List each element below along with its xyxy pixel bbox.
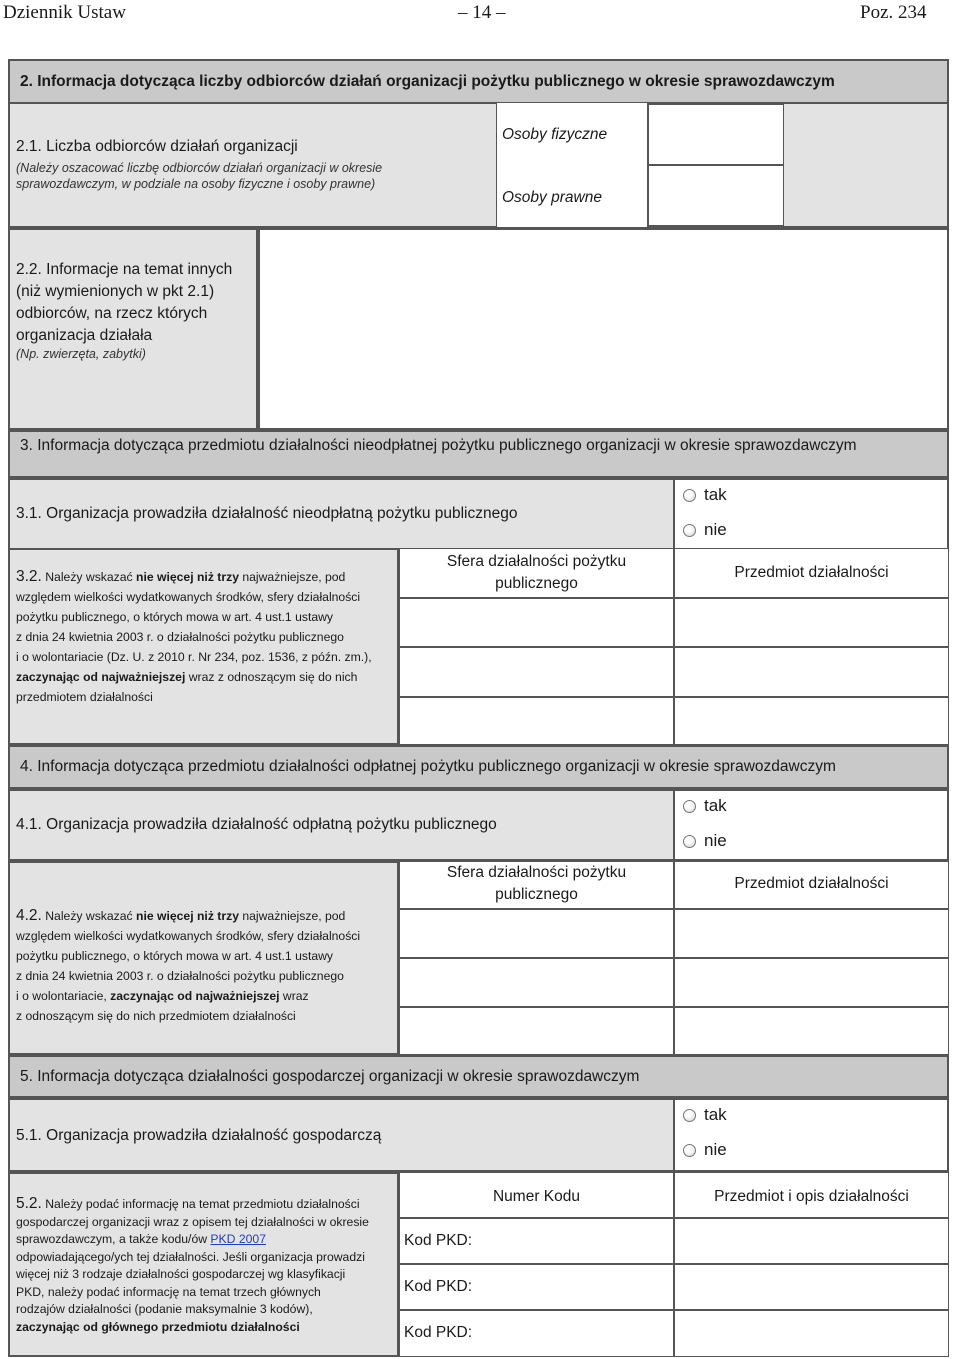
s42-przedmiot-2[interactable]: [674, 958, 949, 1007]
s31-no-radio[interactable]: [683, 524, 696, 537]
s52-col1-label: Numer Kodu: [492, 1188, 580, 1205]
s42-t1: Należy wskazać: [45, 909, 133, 923]
s31-yes-option[interactable]: [683, 485, 727, 505]
s52-l2: gospodarczej organizacji wraz z opisem tej działalności w okresie: [16, 1214, 369, 1229]
persons-label-cell: [496, 102, 648, 228]
s52-l7: rodzajów działalności (podanie maksymalnie 3 kodów),: [16, 1302, 313, 1316]
s32-l4: z dnia 24 kwietnia 2003 r. o działalności pożytku publicznego: [16, 630, 344, 644]
s42-przedmiot-3[interactable]: [674, 1007, 949, 1055]
section-3-title: 3. Informacja dotycząca przedmiotu działalności nieodpłatnej pożytku publicznego organizacji w okresie sprawozdawczym: [20, 437, 857, 454]
section-3-header: [8, 430, 949, 478]
s32-col1-label: Sfera działalności pożytku publicznego: [446, 553, 627, 592]
position-number: Poz. 234: [860, 2, 927, 23]
s42-przedmiot-1[interactable]: [674, 909, 949, 958]
persons-legal-input[interactable]: [648, 165, 784, 226]
section-3-2-text: [16, 567, 396, 707]
s41-yes-option[interactable]: [683, 796, 727, 816]
persons-legal-label: Osoby prawne: [502, 189, 602, 206]
section-2-2-title: 2.2. Informacje na temat innych (niż wymienionych w pkt 2.1) odbiorców, na rzecz których organizacja działała: [16, 261, 233, 344]
opis-1-cell[interactable]: [674, 1218, 949, 1264]
s52-l6: PKD, należy podać informację na temat trzech głównych: [16, 1284, 321, 1299]
s32-l5: i o wolontariacie (Dz. U. z 2010 r. Nr 234, poz. 1536, z późn. zm.),: [16, 650, 372, 664]
s32-col2-label: Przedmiot działalności: [734, 564, 889, 581]
s31-no-option[interactable]: [683, 520, 727, 540]
opis-3-cell[interactable]: [674, 1310, 949, 1357]
s52-l8: zaczynając od głównego przedmiotu działalności: [16, 1319, 300, 1334]
s42-sfera-1[interactable]: [399, 909, 674, 958]
s42-l5c: wraz: [282, 989, 309, 1003]
kod-pkd-3-label: Kod PKD:: [404, 1324, 473, 1341]
s32-l6b: wraz z odnoszącym się do nich: [188, 670, 358, 684]
section-3-1-title: 3.1. Organizacja prowadziła działalność nieodpłatną pożytku publicznego: [16, 505, 518, 522]
section-5-title: 5. Informacja dotycząca działalności gospodarczej organizacji w okresie sprawozdawczym: [20, 1067, 640, 1085]
s42-l4: z dnia 24 kwietnia 2003 r. o działalności pożytku publicznego: [16, 969, 344, 983]
s32-sfera-1[interactable]: [399, 598, 674, 647]
s32-number: 3.2.: [16, 568, 42, 585]
section-5-1-title: 5.1. Organizacja prowadziła działalność gospodarczą: [16, 1127, 382, 1144]
opis-2-cell[interactable]: [674, 1264, 949, 1310]
page-number: – 14 –: [458, 2, 506, 23]
s41-no-label: nie: [704, 831, 727, 850]
s51-yes-radio[interactable]: [683, 1109, 696, 1122]
s42-t3: najważniejsze, pod: [242, 909, 346, 923]
s32-t1: Należy wskazać: [45, 570, 133, 584]
s52-l3a: sprawozdawczym, a także kodu/ów: [16, 1232, 208, 1246]
s42-col1-label: Sfera działalności pożytku publicznego: [446, 864, 627, 903]
section-4-2-text: [16, 906, 396, 1026]
s32-t3: najważniejsze, pod: [242, 570, 346, 584]
s42-l5a: i o wolontariacie,: [16, 989, 107, 1003]
other-recipients-input[interactable]: [258, 228, 949, 430]
section-2-1-title: 2.1. Liczba odbiorców działań organizacji: [16, 138, 298, 155]
s51-yes-option[interactable]: [683, 1105, 727, 1125]
s32-sfera-3[interactable]: [399, 697, 674, 745]
s51-no-label: nie: [704, 1140, 727, 1159]
pkd-2007-link[interactable]: PKD 2007: [210, 1232, 266, 1246]
s42-l2: względem wielkości wydatkowanych środków, sfery działalności: [16, 929, 361, 943]
s32-l2: względem wielkości wydatkowanych środków, sfery działalności: [16, 590, 361, 604]
section-2-title: 2. Informacja dotycząca liczby odbiorców działań organizacji pożytku publicznego w okresie sprawozdawczym: [20, 72, 835, 90]
s42-l5b: zaczynając od najważniejszej: [110, 989, 280, 1003]
s41-no-option[interactable]: [683, 831, 727, 851]
s42-l3: pożytku publicznego, o których mowa w art. 4 ust.1 ustawy: [16, 949, 334, 963]
section-4-header: [8, 745, 949, 789]
s31-no-label: nie: [704, 520, 727, 539]
s31-yes-label: tak: [704, 485, 727, 504]
s42-number: 4.2.: [16, 907, 42, 924]
s32-przedmiot-2[interactable]: [674, 647, 949, 697]
persons-natural-input[interactable]: [648, 104, 784, 165]
s42-col2-label: Przedmiot działalności: [734, 875, 889, 892]
s52-col2-label: Przedmiot i opis działalności: [714, 1188, 909, 1205]
s32-t2: nie więcej niż trzy: [136, 570, 239, 584]
s41-no-radio[interactable]: [683, 835, 696, 848]
s52-number: 5.2.: [16, 1195, 42, 1212]
journal-title: Dziennik Ustaw: [3, 2, 126, 23]
s42-sfera-2[interactable]: [399, 958, 674, 1007]
kod-pkd-2-label: Kod PKD:: [404, 1278, 473, 1295]
s31-yes-radio[interactable]: [683, 489, 696, 502]
s41-yes-label: tak: [704, 796, 727, 815]
section-4-1-title: 4.1. Organizacja prowadziła działalność odpłatną pożytku publicznego: [16, 816, 497, 833]
s32-l3: pożytku publicznego, o których mowa w art. 4 ust.1 ustawy: [16, 610, 334, 624]
s52-l4: odpowiadającego/ych tej działalności. Jeśli organizacja prowadzi: [16, 1249, 365, 1264]
section-2-header: [8, 59, 949, 104]
s32-przedmiot-1[interactable]: [674, 598, 949, 647]
s42-l6: z odnoszącym się do nich przedmiotem działalności: [16, 1009, 296, 1023]
section-5-2-text: [16, 1195, 396, 1336]
s32-sfera-2[interactable]: [399, 647, 674, 697]
s41-yes-radio[interactable]: [683, 800, 696, 813]
kod-pkd-1-label: Kod PKD:: [404, 1232, 473, 1249]
s32-przedmiot-3[interactable]: [674, 697, 949, 745]
s51-no-option[interactable]: [683, 1140, 727, 1160]
s32-l7: przedmiotem działalności: [16, 690, 153, 704]
s42-sfera-3[interactable]: [399, 1007, 674, 1055]
s51-yes-label: tak: [704, 1105, 727, 1124]
section-4-title: 4. Informacja dotycząca przedmiotu działalności odpłatnej pożytku publicznego organizacji w okresie sprawozdawczym: [20, 758, 836, 775]
persons-natural-label: Osoby fizyczne: [502, 126, 608, 143]
s32-l6a: zaczynając od najważniejszej: [16, 670, 186, 684]
s42-t2: nie więcej niż trzy: [136, 909, 239, 923]
s52-l1: Należy podać informację na temat przedmiotu działalności: [45, 1197, 360, 1211]
s52-l5: więcej niż 3 rodzaje działalności gospodarczej wg klasyfikacji: [16, 1267, 346, 1281]
s51-no-radio[interactable]: [683, 1144, 696, 1157]
section-5-header: [8, 1055, 949, 1098]
section-2-1-note: (Należy oszacować liczbę odbiorców działań organizacji w okresie sprawozdawczym, w podziale na osoby fizyczne i osoby prawne): [16, 161, 383, 191]
section-2-2-note: (Np. zwierzęta, zabytki): [16, 347, 146, 361]
